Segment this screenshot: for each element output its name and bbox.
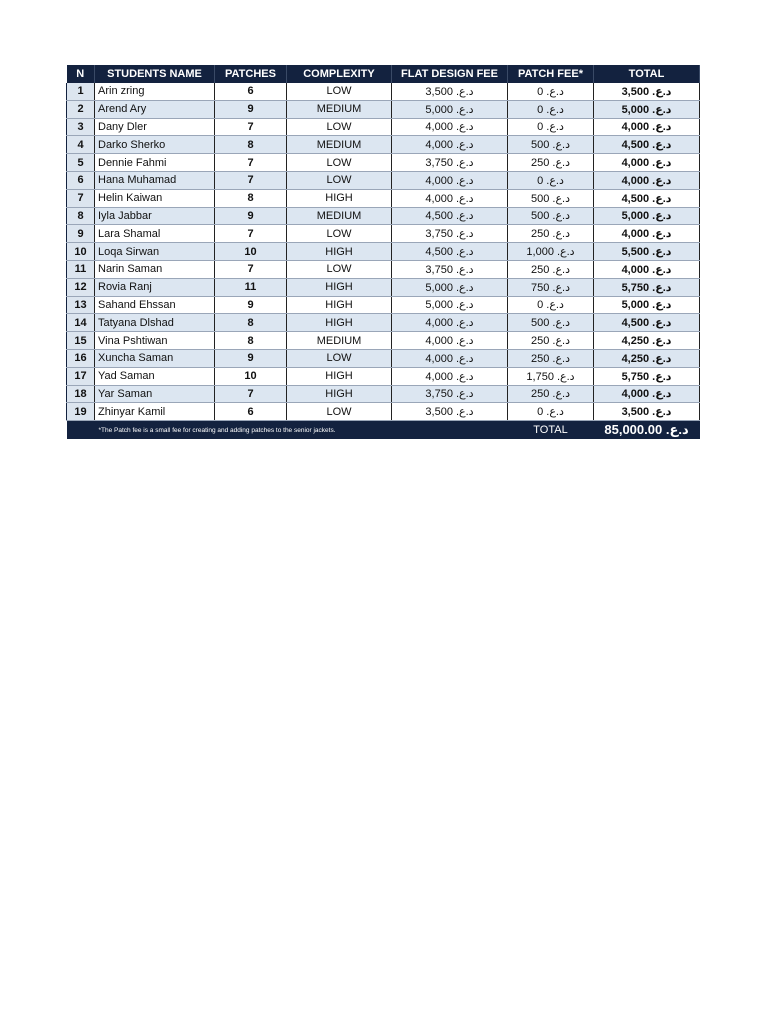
- row-total: [594, 136, 700, 154]
- flat-design-fee-value: 3,750: [425, 263, 453, 276]
- header-row: [67, 65, 700, 83]
- header-n: N: [67, 65, 95, 83]
- flat-design-fee-currency: د.ع.: [456, 246, 474, 259]
- flat-design-fee-currency: د.ع.: [456, 85, 474, 98]
- complexity: MEDIUM: [287, 100, 392, 118]
- patches-count: 10: [215, 243, 287, 261]
- complexity: LOW: [287, 171, 392, 189]
- complexity: MEDIUM: [287, 332, 392, 350]
- row-total: [594, 349, 700, 367]
- flat-design-fee-value: 4,000: [425, 121, 453, 134]
- row-number: 17: [67, 367, 95, 385]
- patch-fee: [508, 207, 594, 225]
- complexity: HIGH: [287, 189, 392, 207]
- flat-design-fee: [392, 332, 508, 350]
- table-row: [67, 243, 700, 261]
- patch-fee-note: *The Patch fee is a small fee for creating and adding patches to the senior jackets.: [95, 421, 508, 440]
- row-number: 3: [67, 118, 95, 136]
- patch-fee-currency: د.ع.: [552, 210, 570, 223]
- patch-fee-value: 250: [531, 352, 550, 365]
- patch-fee: [508, 349, 594, 367]
- patches-count: 6: [215, 83, 287, 100]
- row-total: [594, 367, 700, 385]
- complexity: HIGH: [287, 367, 392, 385]
- row-total-currency: د.ع.: [652, 299, 672, 312]
- student-name: Helin Kaiwan: [95, 189, 215, 207]
- student-name: Arin zring: [95, 83, 215, 100]
- row-total-value: 4,250: [621, 352, 650, 365]
- patch-fee-currency: د.ع.: [552, 335, 570, 348]
- row-total-currency: د.ع.: [652, 228, 672, 241]
- table-row: [67, 260, 700, 278]
- header-students-name: STUDENTS NAME: [95, 65, 215, 83]
- flat-design-fee: [392, 367, 508, 385]
- row-total-value: 5,000: [621, 103, 650, 116]
- patch-fee: [508, 385, 594, 403]
- table-row: [67, 225, 700, 243]
- patch-fee-currency: د.ع.: [552, 263, 570, 276]
- flat-design-fee: [392, 171, 508, 189]
- row-total: [594, 243, 700, 261]
- patch-fee-currency: د.ع.: [552, 157, 570, 170]
- flat-design-fee: [392, 403, 508, 421]
- student-name: Sahand Ehssan: [95, 296, 215, 314]
- row-total-value: 4,000: [621, 388, 650, 401]
- table-row: [67, 83, 700, 100]
- row-total-currency: د.ع.: [652, 370, 672, 383]
- row-total-value: 3,500: [621, 406, 650, 419]
- row-total-currency: د.ع.: [652, 139, 672, 152]
- footer-row: [67, 421, 700, 440]
- student-name: Xuncha Saman: [95, 349, 215, 367]
- flat-design-fee-currency: د.ع.: [456, 370, 474, 383]
- student-name: Dennie Fahmi: [95, 154, 215, 172]
- flat-design-fee-value: 5,000: [425, 299, 453, 312]
- flat-design-fee: [392, 243, 508, 261]
- header-total: TOTAL: [594, 65, 700, 83]
- flat-design-fee-currency: د.ع.: [456, 228, 474, 241]
- flat-design-fee-currency: د.ع.: [456, 317, 474, 330]
- patch-fee: [508, 83, 594, 100]
- patch-fee: [508, 171, 594, 189]
- footer-total-label: TOTAL: [508, 421, 594, 440]
- fee-spreadsheet: [66, 65, 699, 439]
- row-number: 2: [67, 100, 95, 118]
- table-row: [67, 118, 700, 136]
- patch-fee-value: 250: [531, 263, 550, 276]
- patch-fee: [508, 403, 594, 421]
- patch-fee-value: 0: [537, 406, 544, 419]
- row-number: 6: [67, 171, 95, 189]
- row-total-value: 3,500: [621, 85, 650, 98]
- student-name: Zhinyar Kamil: [95, 403, 215, 421]
- patch-fee-currency: د.ع.: [557, 246, 575, 259]
- patches-count: 9: [215, 207, 287, 225]
- flat-design-fee: [392, 154, 508, 172]
- patches-count: 9: [215, 296, 287, 314]
- flat-design-fee-currency: د.ع.: [456, 352, 474, 365]
- flat-design-fee: [392, 385, 508, 403]
- complexity: LOW: [287, 83, 392, 100]
- grand-total: [594, 421, 700, 440]
- row-total: [594, 207, 700, 225]
- patch-fee-value: 1,750: [526, 370, 554, 383]
- student-name: Yad Saman: [95, 367, 215, 385]
- row-total: [594, 296, 700, 314]
- patches-count: 11: [215, 278, 287, 296]
- table-row: [67, 385, 700, 403]
- patch-fee-value: 0: [537, 85, 544, 98]
- flat-design-fee: [392, 278, 508, 296]
- student-name: Narin Saman: [95, 260, 215, 278]
- patch-fee: [508, 136, 594, 154]
- student-name: Darko Sherko: [95, 136, 215, 154]
- patch-fee-value: 250: [531, 157, 550, 170]
- patch-fee: [508, 154, 594, 172]
- patch-fee: [508, 225, 594, 243]
- row-total: [594, 314, 700, 332]
- row-number: 10: [67, 243, 95, 261]
- row-total: [594, 260, 700, 278]
- patch-fee: [508, 314, 594, 332]
- header-patches: PATCHES: [215, 65, 287, 83]
- patch-fee-currency: د.ع.: [552, 388, 570, 401]
- row-total-value: 4,000: [621, 228, 650, 241]
- complexity: MEDIUM: [287, 136, 392, 154]
- student-name: Tatyana Dlshad: [95, 314, 215, 332]
- table-row: [67, 403, 700, 421]
- patch-fee-value: 0: [537, 299, 544, 312]
- patches-count: 8: [215, 189, 287, 207]
- complexity: LOW: [287, 260, 392, 278]
- grand-total-currency: د.ع.: [665, 422, 689, 438]
- student-name: Dany Dler: [95, 118, 215, 136]
- complexity: HIGH: [287, 385, 392, 403]
- flat-design-fee-value: 3,500: [425, 406, 453, 419]
- table-row: [67, 207, 700, 225]
- complexity: HIGH: [287, 314, 392, 332]
- row-total: [594, 403, 700, 421]
- row-total-currency: د.ع.: [652, 157, 672, 170]
- complexity: HIGH: [287, 243, 392, 261]
- row-total-value: 4,000: [621, 121, 650, 134]
- row-total-value: 4,250: [621, 335, 650, 348]
- patch-fee-currency: د.ع.: [552, 317, 570, 330]
- flat-design-fee: [392, 314, 508, 332]
- patches-count: 8: [215, 314, 287, 332]
- patches-count: 7: [215, 154, 287, 172]
- row-number: 15: [67, 332, 95, 350]
- patch-fee: [508, 367, 594, 385]
- patch-fee-currency: د.ع.: [546, 103, 564, 116]
- patch-fee-value: 0: [537, 121, 544, 134]
- flat-design-fee-value: 4,000: [425, 317, 453, 330]
- complexity: LOW: [287, 349, 392, 367]
- flat-design-fee-value: 4,000: [425, 370, 453, 383]
- patch-fee: [508, 296, 594, 314]
- row-total-currency: د.ع.: [652, 352, 672, 365]
- patch-fee: [508, 189, 594, 207]
- flat-design-fee: [392, 207, 508, 225]
- patch-fee-value: 500: [531, 317, 550, 330]
- table-row: [67, 278, 700, 296]
- row-number: 8: [67, 207, 95, 225]
- flat-design-fee-value: 4,500: [425, 210, 453, 223]
- row-total-currency: د.ع.: [652, 317, 672, 330]
- table-row: [67, 367, 700, 385]
- patches-count: 9: [215, 100, 287, 118]
- patch-fee-currency: د.ع.: [552, 352, 570, 365]
- flat-design-fee-value: 4,000: [425, 174, 453, 187]
- flat-design-fee-value: 3,750: [425, 157, 453, 170]
- flat-design-fee-currency: د.ع.: [456, 174, 474, 187]
- student-name: Hana Muhamad: [95, 171, 215, 189]
- flat-design-fee: [392, 118, 508, 136]
- student-name: Rovia Ranj: [95, 278, 215, 296]
- flat-design-fee-value: 4,000: [425, 139, 453, 152]
- row-total: [594, 225, 700, 243]
- row-total: [594, 385, 700, 403]
- flat-design-fee: [392, 100, 508, 118]
- row-total-currency: د.ع.: [652, 174, 672, 187]
- flat-design-fee-value: 5,000: [425, 103, 453, 116]
- row-number: 13: [67, 296, 95, 314]
- flat-design-fee-currency: د.ع.: [456, 103, 474, 116]
- patch-fee-value: 750: [531, 281, 550, 294]
- row-total-value: 5,000: [621, 299, 650, 312]
- flat-design-fee-value: 4,000: [425, 192, 453, 205]
- row-total-value: 4,500: [621, 192, 650, 205]
- row-total: [594, 118, 700, 136]
- student-name: Loqa Sirwan: [95, 243, 215, 261]
- students-table: [66, 65, 700, 439]
- row-number: 11: [67, 260, 95, 278]
- patch-fee: [508, 118, 594, 136]
- student-name: Iyla Jabbar: [95, 207, 215, 225]
- row-total-value: 4,000: [621, 263, 650, 276]
- row-number: 1: [67, 83, 95, 100]
- flat-design-fee: [392, 225, 508, 243]
- patch-fee: [508, 278, 594, 296]
- row-total-value: 5,750: [621, 370, 650, 383]
- student-name: Vina Pshtiwan: [95, 332, 215, 350]
- row-total-currency: د.ع.: [652, 85, 672, 98]
- patch-fee-currency: د.ع.: [546, 121, 564, 134]
- header-flat-design-fee: FLAT DESIGN FEE: [392, 65, 508, 83]
- header-patch-fee: PATCH FEE*: [508, 65, 594, 83]
- table-row: [67, 189, 700, 207]
- row-total-value: 4,000: [621, 174, 650, 187]
- row-total-value: 5,000: [621, 210, 650, 223]
- flat-design-fee: [392, 189, 508, 207]
- table-row: [67, 349, 700, 367]
- patch-fee-currency: د.ع.: [546, 299, 564, 312]
- student-name: Lara Shamal: [95, 225, 215, 243]
- flat-design-fee-value: 5,000: [425, 281, 453, 294]
- row-number: 5: [67, 154, 95, 172]
- row-number: 14: [67, 314, 95, 332]
- row-total-currency: د.ع.: [652, 281, 672, 294]
- row-total: [594, 171, 700, 189]
- student-name: Yar Saman: [95, 385, 215, 403]
- patch-fee-currency: د.ع.: [552, 192, 570, 205]
- patch-fee-currency: د.ع.: [546, 406, 564, 419]
- table-row: [67, 100, 700, 118]
- patch-fee-currency: د.ع.: [552, 139, 570, 152]
- patches-count: 7: [215, 118, 287, 136]
- patch-fee-value: 250: [531, 335, 550, 348]
- row-number: 12: [67, 278, 95, 296]
- complexity: LOW: [287, 225, 392, 243]
- complexity: HIGH: [287, 296, 392, 314]
- patch-fee-value: 250: [531, 228, 550, 241]
- row-total-value: 5,500: [621, 246, 650, 259]
- flat-design-fee-value: 4,000: [425, 335, 453, 348]
- patch-fee-value: 500: [531, 210, 550, 223]
- patch-fee-value: 500: [531, 139, 550, 152]
- row-total: [594, 189, 700, 207]
- patch-fee: [508, 332, 594, 350]
- row-total-currency: د.ع.: [652, 246, 672, 259]
- row-total-currency: د.ع.: [652, 388, 672, 401]
- row-total-value: 4,500: [621, 139, 650, 152]
- table-row: [67, 154, 700, 172]
- row-total: [594, 83, 700, 100]
- flat-design-fee-currency: د.ع.: [456, 299, 474, 312]
- row-total-currency: د.ع.: [652, 210, 672, 223]
- table-row: [67, 332, 700, 350]
- complexity: LOW: [287, 403, 392, 421]
- student-name: Arend Ary: [95, 100, 215, 118]
- complexity: LOW: [287, 118, 392, 136]
- row-total: [594, 278, 700, 296]
- row-total-value: 4,500: [621, 317, 650, 330]
- patches-count: 7: [215, 171, 287, 189]
- footer-spacer: [67, 421, 95, 440]
- row-number: 4: [67, 136, 95, 154]
- patch-fee: [508, 100, 594, 118]
- flat-design-fee: [392, 83, 508, 100]
- flat-design-fee-value: 4,500: [425, 246, 453, 259]
- row-number: 19: [67, 403, 95, 421]
- patch-fee-value: 250: [531, 388, 550, 401]
- flat-design-fee-currency: د.ع.: [456, 388, 474, 401]
- row-total-value: 5,750: [621, 281, 650, 294]
- patches-count: 7: [215, 260, 287, 278]
- patch-fee: [508, 243, 594, 261]
- flat-design-fee-currency: د.ع.: [456, 263, 474, 276]
- flat-design-fee-currency: د.ع.: [456, 121, 474, 134]
- patch-fee-value: 0: [537, 103, 544, 116]
- flat-design-fee-currency: د.ع.: [456, 281, 474, 294]
- row-total: [594, 332, 700, 350]
- patches-count: 9: [215, 349, 287, 367]
- patch-fee-value: 0: [537, 174, 544, 187]
- flat-design-fee: [392, 296, 508, 314]
- flat-design-fee: [392, 260, 508, 278]
- row-total-value: 4,000: [621, 157, 650, 170]
- row-number: 7: [67, 189, 95, 207]
- row-total-currency: د.ع.: [652, 335, 672, 348]
- flat-design-fee-currency: د.ع.: [456, 210, 474, 223]
- patch-fee-currency: د.ع.: [546, 85, 564, 98]
- flat-design-fee-currency: د.ع.: [456, 335, 474, 348]
- patches-count: 10: [215, 367, 287, 385]
- patch-fee-value: 500: [531, 192, 550, 205]
- patches-count: 7: [215, 225, 287, 243]
- patches-count: 8: [215, 332, 287, 350]
- flat-design-fee-currency: د.ع.: [456, 139, 474, 152]
- row-number: 18: [67, 385, 95, 403]
- patches-count: 7: [215, 385, 287, 403]
- table-row: [67, 136, 700, 154]
- complexity: HIGH: [287, 278, 392, 296]
- flat-design-fee-value: 3,750: [425, 228, 453, 241]
- patch-fee-currency: د.ع.: [546, 174, 564, 187]
- header-complexity: COMPLEXITY: [287, 65, 392, 83]
- row-total: [594, 100, 700, 118]
- complexity: MEDIUM: [287, 207, 392, 225]
- flat-design-fee: [392, 136, 508, 154]
- row-number: 9: [67, 225, 95, 243]
- flat-design-fee-currency: د.ع.: [456, 406, 474, 419]
- table-row: [67, 314, 700, 332]
- flat-design-fee: [392, 349, 508, 367]
- row-total: [594, 154, 700, 172]
- table-row: [67, 296, 700, 314]
- row-number: 16: [67, 349, 95, 367]
- flat-design-fee-value: 3,500: [425, 85, 453, 98]
- complexity: LOW: [287, 154, 392, 172]
- row-total-currency: د.ع.: [652, 121, 672, 134]
- flat-design-fee-currency: د.ع.: [456, 192, 474, 205]
- grand-total-value: 85,000.00: [604, 422, 663, 438]
- patch-fee: [508, 260, 594, 278]
- row-total-currency: د.ع.: [652, 263, 672, 276]
- patches-count: 6: [215, 403, 287, 421]
- flat-design-fee-value: 4,000: [425, 352, 453, 365]
- patches-count: 8: [215, 136, 287, 154]
- patch-fee-currency: د.ع.: [557, 370, 575, 383]
- row-total-currency: د.ع.: [652, 192, 672, 205]
- patch-fee-currency: د.ع.: [552, 281, 570, 294]
- patch-fee-value: 1,000: [526, 246, 554, 259]
- table-row: [67, 171, 700, 189]
- flat-design-fee-currency: د.ع.: [456, 157, 474, 170]
- flat-design-fee-value: 3,750: [425, 388, 453, 401]
- row-total-currency: د.ع.: [652, 406, 672, 419]
- row-total-currency: د.ع.: [652, 103, 672, 116]
- patch-fee-currency: د.ع.: [552, 228, 570, 241]
